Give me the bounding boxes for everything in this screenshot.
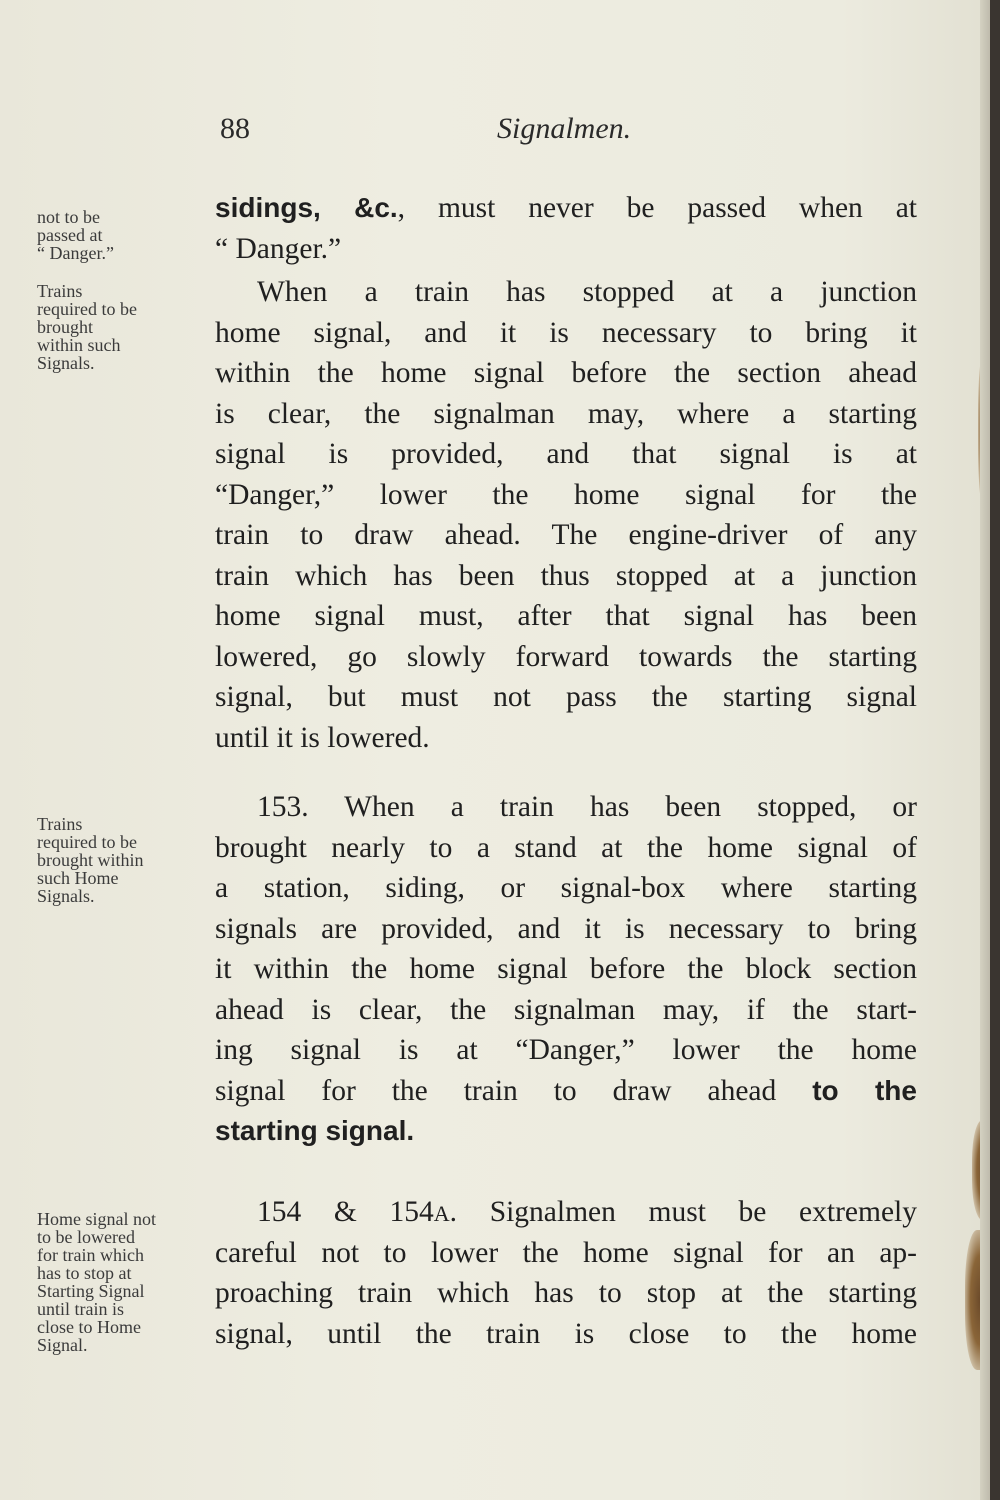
text-line: train to draw ahead. The engine-driver of any bbox=[215, 519, 917, 551]
text-fragment: , must never be passed when at bbox=[397, 192, 917, 224]
margin-note-line: Trains bbox=[37, 281, 83, 301]
text-line: ahead is clear, the signalman may, if the start- bbox=[215, 993, 917, 1026]
margin-note-line: Signal. bbox=[37, 1335, 88, 1355]
text-line bbox=[215, 1111, 917, 1152]
text-line: signal, until the train is close to the home bbox=[215, 1317, 917, 1350]
text-line: When a train has stopped at a junction bbox=[257, 276, 917, 308]
bold-phrase: to the bbox=[812, 1074, 917, 1106]
text-line bbox=[215, 1192, 917, 1233]
text-line: “Danger,” lower the home signal for the bbox=[215, 478, 917, 511]
text-line bbox=[215, 1071, 917, 1112]
text-line: a station, siding, or signal-box where starting bbox=[215, 872, 917, 904]
margin-note-line: Trains bbox=[37, 814, 83, 834]
paragraph-154 bbox=[215, 1192, 917, 1354]
text-line: home signal, and it is necessary to bring it bbox=[215, 316, 917, 349]
margin-note-2 bbox=[37, 282, 209, 372]
page-header bbox=[0, 112, 990, 162]
margin-note-line: brought bbox=[37, 317, 93, 337]
paragraph-1 bbox=[215, 188, 917, 269]
margin-note-line: required to be bbox=[37, 299, 137, 319]
text-line: ing signal is at “Danger,” lower the home bbox=[215, 1034, 917, 1066]
text-line: proaching train which has to stop at the starting bbox=[215, 1277, 917, 1309]
text-line: home signal must, after that signal has been bbox=[215, 600, 917, 632]
margin-note-line: for train which bbox=[37, 1245, 144, 1265]
text-fragment: . Signalmen must be extremely bbox=[449, 1196, 917, 1228]
small-cap-letter: A bbox=[433, 1201, 450, 1226]
margin-note-4 bbox=[37, 1210, 209, 1354]
margin-note-1 bbox=[37, 208, 209, 262]
margin-note-line: until train is bbox=[37, 1299, 124, 1319]
text-line bbox=[215, 188, 917, 229]
margin-note-line: within such bbox=[37, 335, 121, 355]
margin-note-line: has to stop at bbox=[37, 1263, 132, 1283]
text-line: signal is provided, and that signal is at bbox=[215, 438, 917, 470]
text-line: signals are provided, and it is necessary to bring bbox=[215, 912, 917, 945]
text-line: within the home signal before the section ahead bbox=[215, 357, 917, 389]
text-line: is clear, the signalman may, where a starting bbox=[215, 397, 917, 430]
page-edge bbox=[980, 0, 990, 1500]
margin-note-line: to be lowered bbox=[37, 1227, 135, 1247]
margin-note-line: Signals. bbox=[37, 886, 95, 906]
paragraph-2 bbox=[215, 272, 917, 758]
text-line: careful not to lower the home signal for an ap- bbox=[215, 1236, 917, 1269]
bold-phrase: sidings, &c. bbox=[215, 192, 398, 223]
margin-note-line: Signals. bbox=[37, 353, 95, 373]
text-line: it within the home signal before the block section bbox=[215, 953, 917, 985]
text-line: “ Danger.” bbox=[215, 232, 342, 265]
margin-note-line: brought within bbox=[37, 850, 144, 870]
margin-note-line: not to be bbox=[37, 207, 100, 227]
text-line: 153. When a train has been stopped, or bbox=[257, 791, 917, 823]
margin-note-line: Home signal not bbox=[37, 1209, 156, 1229]
text-line: lowered, go slowly forward towards the starting bbox=[215, 640, 917, 673]
margin-note-line: required to be bbox=[37, 832, 137, 852]
bold-phrase: starting signal. bbox=[215, 1115, 415, 1146]
text-fragment: 154 & 154 bbox=[257, 1196, 434, 1228]
paragraph-153 bbox=[215, 787, 917, 1152]
margin-note-line: Starting Signal bbox=[37, 1281, 145, 1301]
margin-note-line: such Home bbox=[37, 868, 119, 888]
text-fragment: signal for the train to draw ahead bbox=[215, 1074, 777, 1107]
text-line: until it is lowered. bbox=[215, 721, 430, 754]
running-head: Signalmen. bbox=[497, 112, 632, 145]
margin-note-line: close to Home bbox=[37, 1317, 141, 1337]
text-line: brought nearly to a stand at the home signal of bbox=[215, 831, 917, 864]
margin-note-3 bbox=[37, 815, 209, 905]
page-number: 88 bbox=[220, 112, 250, 145]
text-line: signal, but must not pass the starting signal bbox=[215, 681, 917, 713]
margin-note-line: passed at bbox=[37, 225, 103, 245]
text-line: train which has been thus stopped at a junction bbox=[215, 559, 917, 592]
margin-note-line: “ Danger.” bbox=[37, 243, 114, 263]
